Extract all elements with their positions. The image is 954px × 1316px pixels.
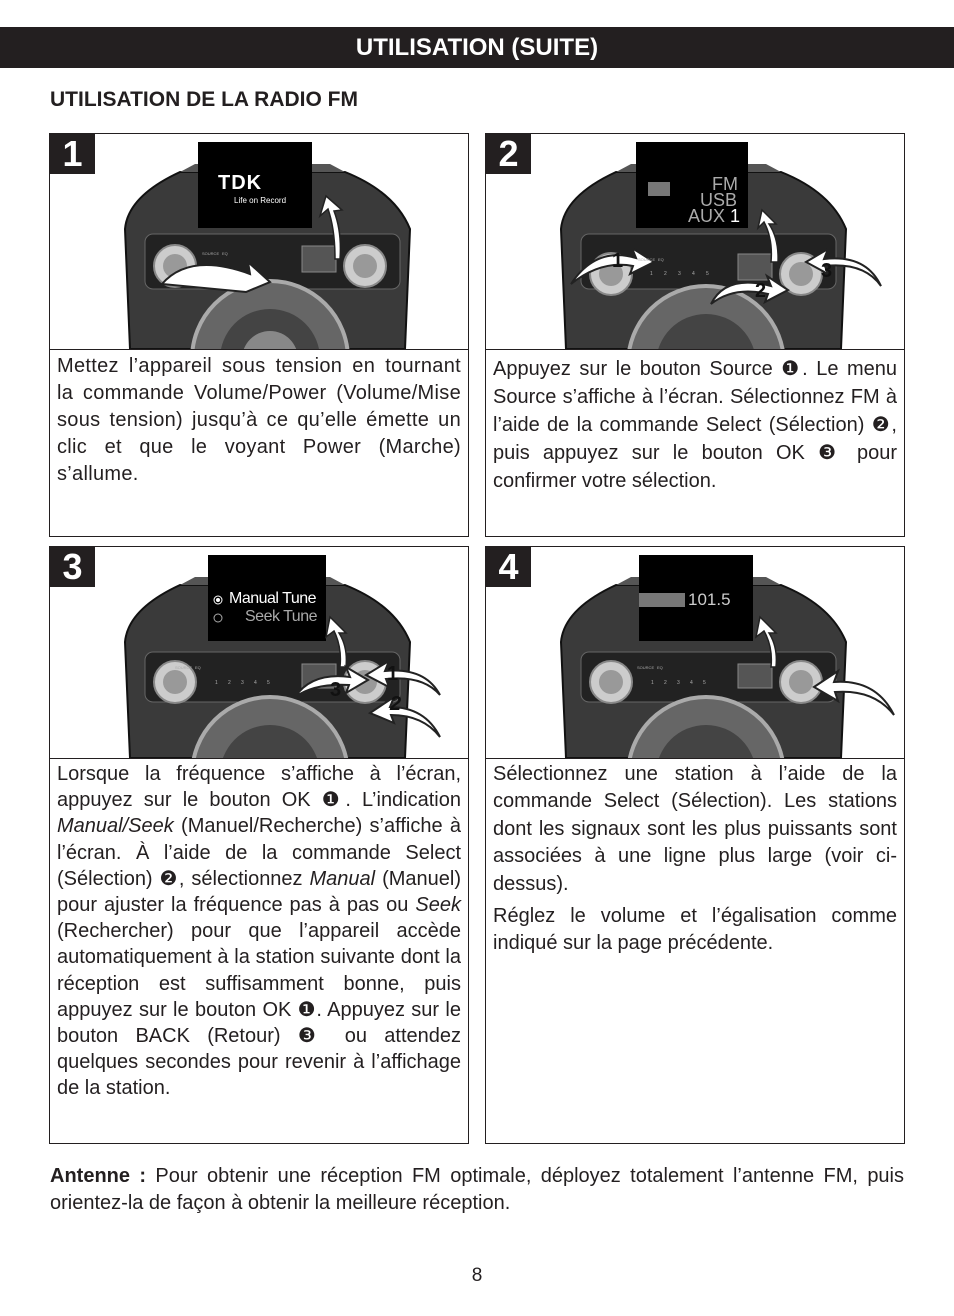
arrow-label: 3: [821, 260, 833, 282]
arrow-label: 3: [330, 679, 342, 701]
text-emphasis: Manual/Seek: [57, 815, 174, 838]
panel-label: SOURCE: [175, 665, 193, 670]
preset-number: 3: [241, 680, 244, 686]
panel-label: SOURCE: [638, 257, 656, 262]
speaker-drawing: [486, 547, 904, 758]
text-emphasis: Seek: [415, 894, 461, 917]
speaker-drawing: [50, 134, 468, 349]
step-text: [493, 761, 897, 958]
step-text: Appuyez sur le bouton Source ❶. Le menu Source s’affiche à l’écran. Sélectionnez FM à l’aide de la commande Select (Sélection) ❷, puis appuyez sur le bouton OK ❸ pour confirmer votre sélection.: [493, 358, 897, 492]
step-number: 2: [486, 134, 531, 174]
step-panel-2: [485, 133, 905, 537]
preset-number: 3: [677, 680, 680, 686]
step-number: 1: [50, 134, 95, 174]
arrow-label: 1: [387, 663, 399, 685]
speaker-illustration: [50, 134, 468, 350]
preset-number: 2: [664, 271, 667, 277]
tdk-logo: TDK: [218, 172, 263, 194]
preset-number: 2: [228, 680, 231, 686]
step-paragraph: Réglez le volume et l’égalisation comme indiqué sur la page précédente.: [493, 905, 897, 955]
preset-number: 3: [678, 271, 681, 277]
source-menu-aux-index: 1: [730, 206, 741, 226]
preset-number: 4: [692, 271, 695, 277]
source-menu-aux: AUX: [688, 206, 726, 226]
panel-label: EQ: [657, 665, 663, 670]
step-panel-3: [49, 546, 469, 1144]
antenna-label: Antenne :: [50, 1165, 147, 1187]
text-emphasis: Manual: [309, 867, 376, 890]
page-number: 8: [471, 1265, 483, 1286]
seek-tune-option: Seek Tune: [245, 608, 317, 625]
step-number: 3: [50, 547, 95, 587]
preset-number: 5: [267, 680, 270, 686]
step-text: [57, 761, 461, 1102]
step-paragraph: Sélectionnez une station à l’aide de la commande Select (Sélection). Les stations dont les signaux sont les plus puissants sont associées à une ligne plus large (voir ci-dessus).: [493, 763, 897, 895]
antenna-note: [50, 1163, 904, 1217]
preset-number: 5: [706, 271, 709, 277]
text-segment: (Manuel/Recherche) s’affiche à l’écran. À l’aide de la commande Select (Sélection) ❷, sélectionnez: [57, 815, 461, 890]
source-menu-usb: USB: [700, 190, 738, 210]
page-title: UTILISATION (SUITE): [355, 34, 599, 61]
manual-tune-option: Manual Tune: [229, 590, 317, 607]
panel-label: SOURCE: [637, 665, 655, 670]
preset-number: 1: [650, 271, 653, 277]
speaker-illustration: [486, 547, 904, 759]
panel-label: EQ: [195, 665, 201, 670]
preset-number: 5: [703, 680, 706, 686]
arrow-label: 2: [390, 693, 402, 715]
step-panel-1: [49, 133, 469, 537]
speaker-illustration: [50, 547, 468, 759]
panel-label: EQ: [222, 251, 228, 256]
antenna-text: Pour obtenir une réception FM optimale, déployez totalement l’antenne FM, puis orientez-la de façon à obtenir la meilleure réception.: [50, 1165, 905, 1214]
speaker-drawing: [486, 134, 904, 349]
speaker-drawing: [50, 547, 468, 758]
step-number: 4: [486, 547, 531, 587]
tdk-tagline: Life on Record: [234, 196, 287, 205]
frequency-display: 101.5: [688, 590, 731, 609]
preset-number: 4: [690, 680, 693, 686]
preset-number: 1: [215, 680, 218, 686]
panel-label: EQ: [658, 257, 664, 262]
text-segment: Lorsque la fréquence s’affiche à l’écran, appuyez sur le bouton OK ❶. L’indication: [57, 763, 461, 812]
panel-label: SOURCE: [202, 251, 220, 256]
section-title: UTILISATION DE LA RADIO FM: [50, 88, 358, 111]
arrow-label: 1: [612, 250, 624, 272]
text-segment: (Rechercher) pour que l’appareil accède automatiquement à la station suivante dont la réception est suffisamment bonne, puis appuyez sur le bouton OK ❶. Appuyez sur le bouton BACK (Retour) ❸ ou attendez quelques secondes pour revenir à l’affichage de la station.: [57, 920, 461, 1100]
step-panel-4: [485, 546, 905, 1144]
preset-number: 4: [254, 680, 257, 686]
speaker-illustration: [486, 134, 904, 350]
step-text: Mettez l’appareil sous tension en tournant la commande Volume/Power (Volume/Mise sous tension) jusqu’à ce qu’elle émette un clic et que le voyant Power (Marche) s’allume.: [57, 355, 461, 485]
text-segment: (Manuel) pour ajuster la fréquence pas à pas ou: [57, 867, 461, 917]
arrow-label: 2: [755, 280, 767, 302]
preset-number: 2: [664, 680, 667, 686]
source-menu-fm: FM: [712, 174, 738, 194]
preset-number: 1: [651, 680, 654, 686]
